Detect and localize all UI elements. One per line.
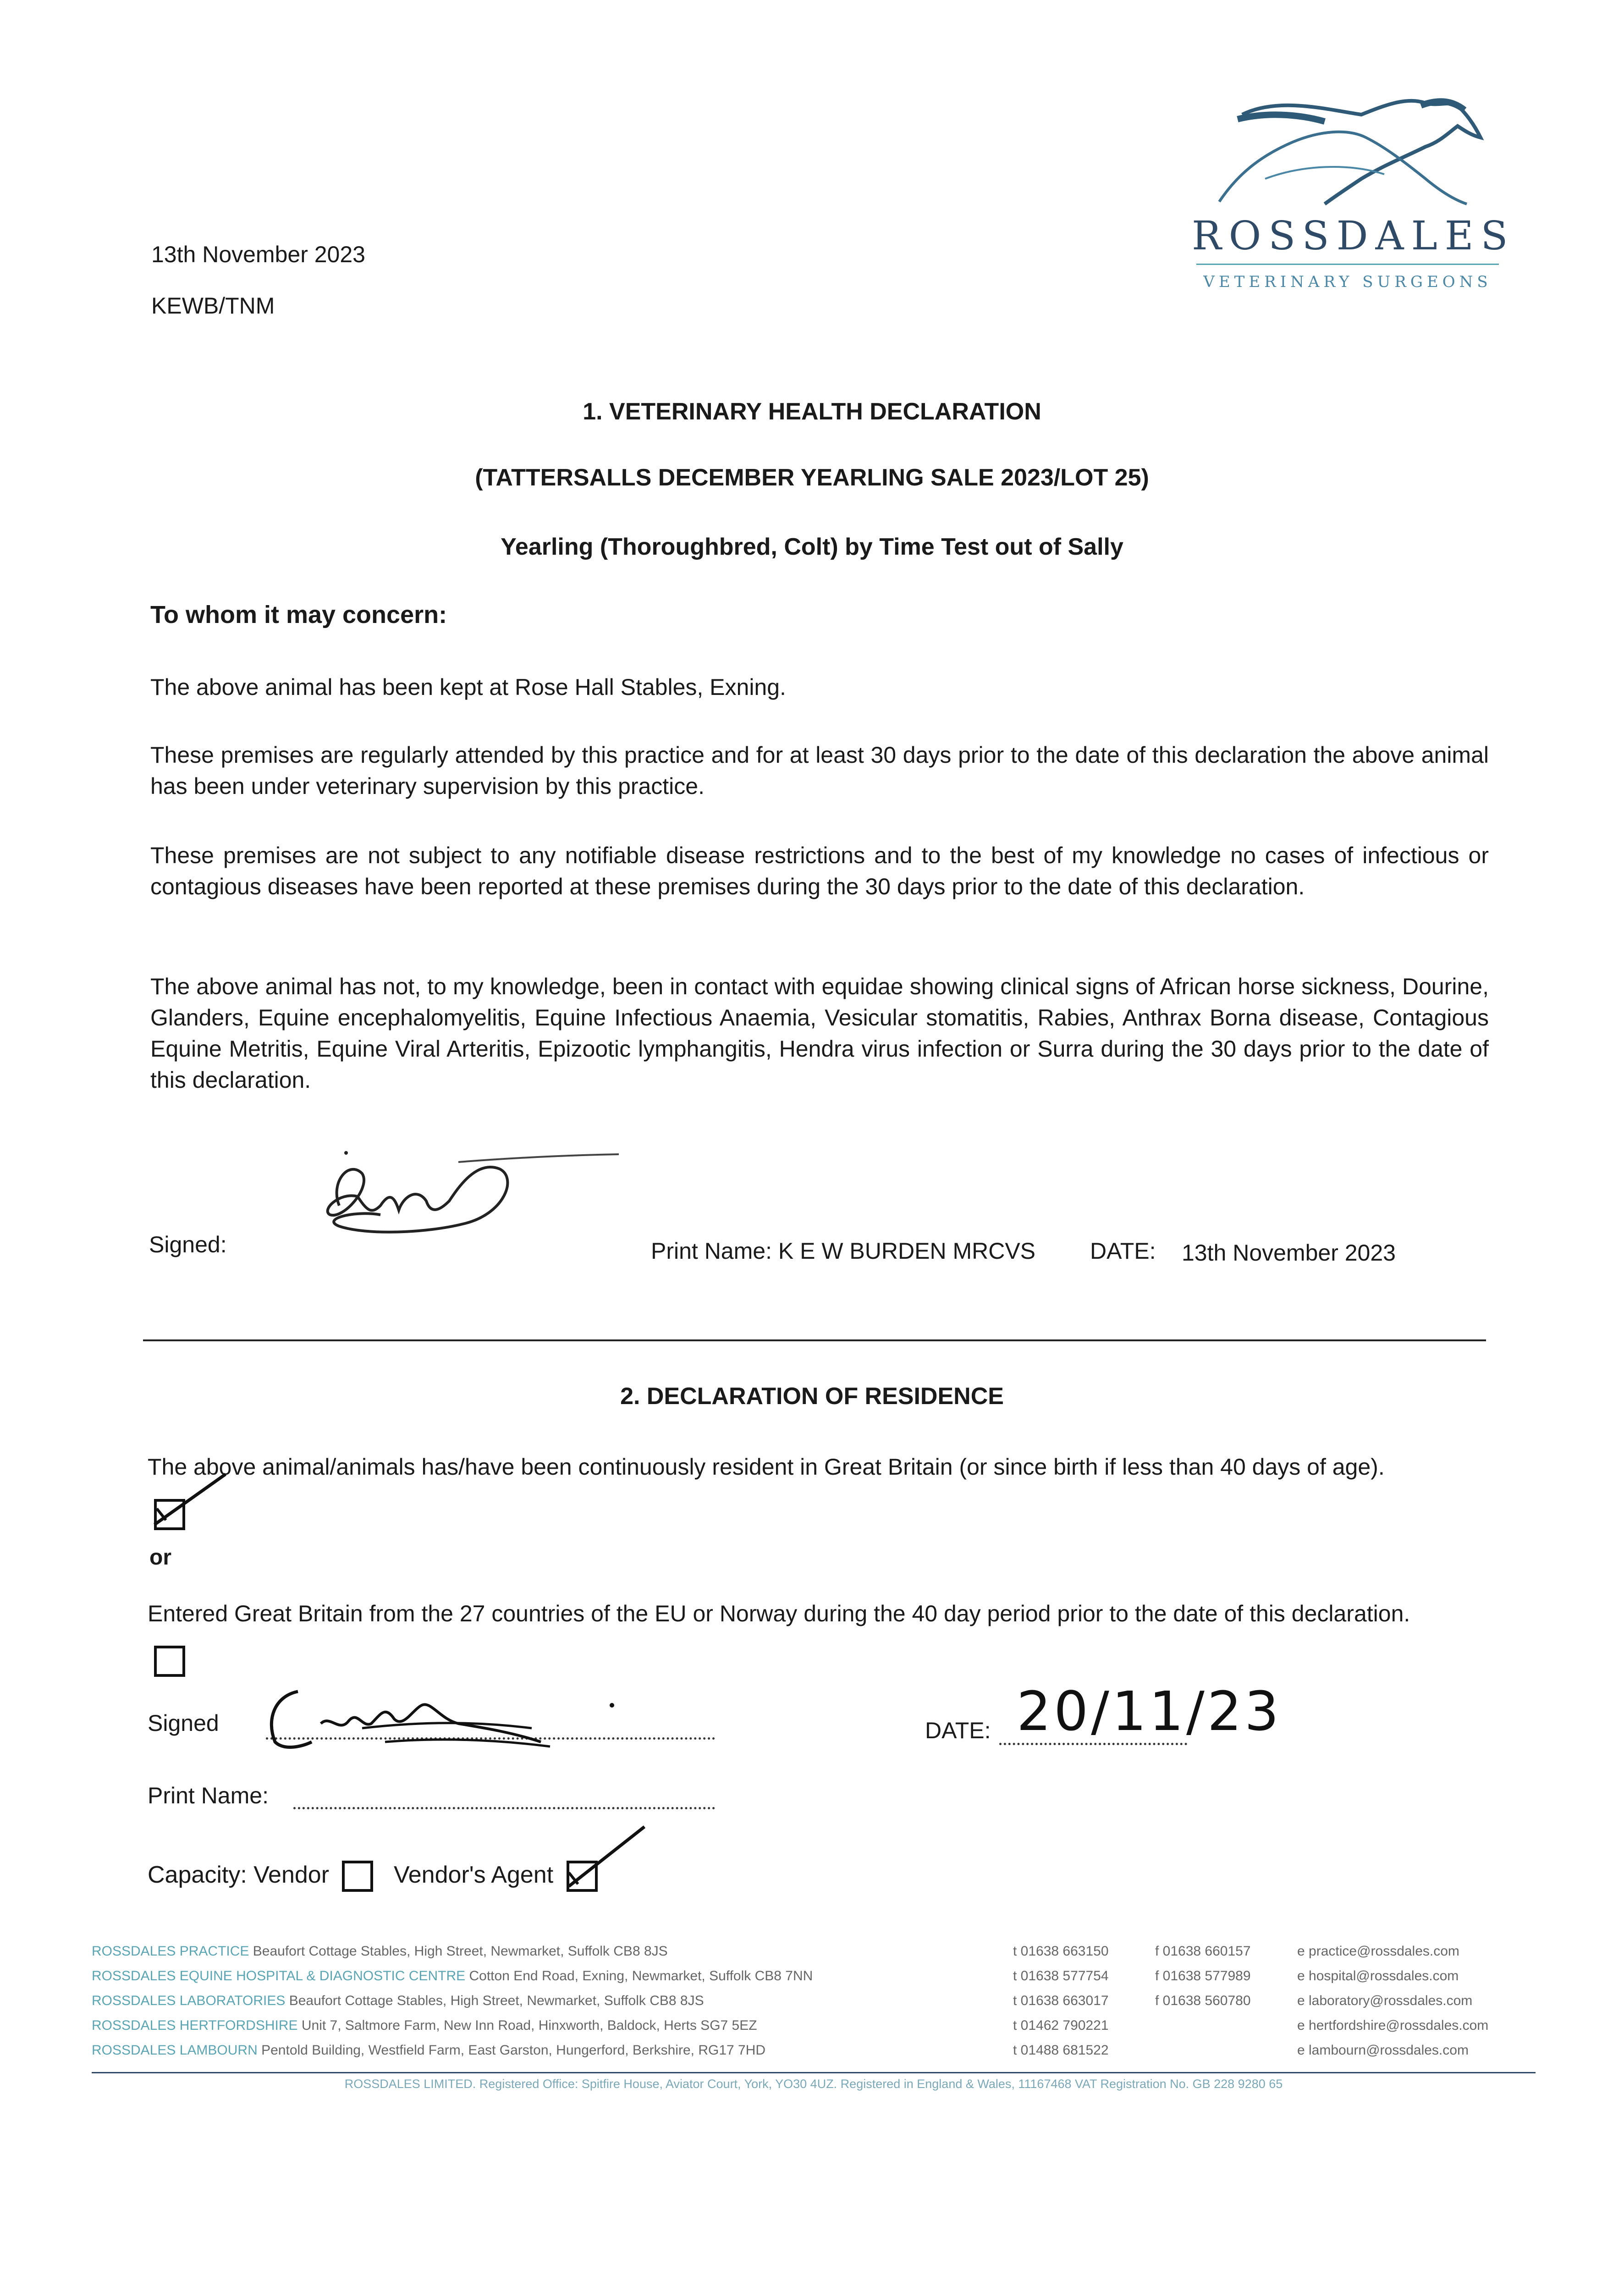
capacity-vendor-checkbox[interactable] [342, 1861, 373, 1892]
residence-option-1-checkbox[interactable] [154, 1499, 185, 1530]
section2-date-handwritten: 20/11/23 [1017, 1680, 1282, 1743]
footer-telephones: t 01638 663150 t 01638 577754 t 01638 663017 t 01462 790221 t 01488 681522 [1013, 1944, 1109, 2058]
residence-option-1 [148, 1444, 1422, 1536]
section1-title: 1. VETERINARY HEALTH DECLARATION [583, 398, 1041, 425]
date-value: 13th November 2023 [1182, 1240, 1396, 1266]
date-label: DATE: [1090, 1238, 1156, 1264]
animal-description: Yearling (Thoroughbred, Colt) by Time Test out of Sally [501, 534, 1123, 560]
footer-row-practice: ROSSDALES PRACTICE Beaufort Cottage Stables, High Street, Newmarket, Suffolk CB8 8JS [92, 1944, 668, 1959]
logo-divider [1196, 264, 1499, 265]
footer-registered-info: ROSSDALES LIMITED. Registered Office: Spitfire House, Aviator Court, York, YO30 4UZ. Registered in England & Wales, 11167468 VAT Registration No. GB 228 9280 65 [344, 2077, 1283, 2091]
residence-option-2-checkbox[interactable] [154, 1646, 185, 1677]
horse-logo-icon [1210, 87, 1485, 206]
capacity-vendors-agent-checkbox[interactable] [567, 1861, 598, 1892]
print-name: Print Name: K E W BURDEN MRCVS [651, 1238, 1036, 1264]
residence-option-2-text: Entered Great Britain from the 27 countries of the EU or Norway during the 40 day period prior to the date of this declaration. [148, 1601, 1410, 1626]
capacity-row [148, 1852, 598, 1898]
paragraph-restrictions: These premises are not subject to any notifiable disease restrictions and to the best of my knowledge no cases of infectious or contagious diseases have been reported at these premises during the 30 days prior to the date of this declaration. [150, 843, 1489, 899]
section2-signed-label: Signed [148, 1710, 219, 1736]
capacity-vendor-label: Capacity: Vendor [148, 1862, 330, 1888]
section1-subtitle: (TATTERSALLS DECEMBER YEARLING SALE 2023/LOT 25) [475, 464, 1149, 491]
logo-name: ROSSDALES [1192, 213, 1515, 259]
or-label: or [149, 1545, 171, 1570]
logo-tagline: VETERINARY SURGEONS [1203, 273, 1492, 291]
footer-row-lambourn: ROSSDALES LAMBOURN Pentold Building, Westfield Farm, East Garston, Hungerford, Berkshire, RG17 7HD [92, 2043, 766, 2058]
capacity-vendors-agent-label: Vendor's Agent [393, 1862, 554, 1888]
paragraph-premises: The above animal has been kept at Rose Hall Stables, Exning. [150, 674, 786, 700]
footer-faxes: f 01638 660157 f 01638 577989 f 01638 560780 [1155, 1944, 1251, 2008]
rossdales-logo [1192, 87, 1515, 307]
section2-date-label: DATE: [925, 1718, 991, 1743]
signed-label: Signed: [149, 1232, 227, 1257]
checkbox-tick-icon [152, 1474, 244, 1538]
footer-emails: e practice@rossdales.com e hospital@rossdales.com e laboratory@rossdales.com e hertfordshire@rossdales.com e lambourn@rossdales.com [1297, 1944, 1489, 2058]
paragraph-contact: The above animal has not, to my knowledge, been in contact with equidae showing clinical signs of African horse sickness, Dourine, Glanders, Equine encephalomyelitis, Equine Infectious Anaemia, Vesicular stomatitis, Rabies, Anthrax Borna disease, Contagious Equine Metritis, Equine Viral Arteritis, Epizootic lymphangitis, Hendra virus infection or Surra during the 30 days prior to the date of this declaration. [150, 974, 1489, 1093]
salutation: To whom it may concern: [150, 601, 447, 628]
residence-option-1-text: The above animal/animals has/have been continuously resident in Great Britain (or since birth if less than 40 days of age). [148, 1454, 1385, 1480]
footer-row-hospital: ROSSDALES EQUINE HOSPITAL & DIAGNOSTIC CENTRE Cotton End Road, Exning, Newmarket, Suffolk CB8 7NN [92, 1968, 813, 1983]
vet-signature-icon [312, 1141, 623, 1256]
footer-divider [92, 2072, 1536, 2073]
section-divider [143, 1339, 1486, 1341]
vendor-signature-icon [248, 1678, 614, 1756]
footer-row-laboratories: ROSSDALES LABORATORIES Beaufort Cottage Stables, High Street, Newmarket, Suffolk CB8 8JS [92, 1993, 704, 2008]
footer-row-hertfordshire: ROSSDALES HERTFORDSHIRE Unit 7, Saltmore Farm, New Inn Road, Hinxworth, Baldock, Herts SG7 5EZ [92, 2018, 757, 2033]
paragraph-supervision: These premises are regularly attended by this practice and for at least 30 days prior to the date of this declaration the above animal has been under veterinary supervision by this practice. [150, 742, 1489, 799]
section2-print-name-label: Print Name: [148, 1783, 269, 1808]
letter-reference: KEWB/TNM [151, 293, 275, 319]
residence-option-2 [148, 1591, 1422, 1682]
section2-print-name-line[interactable] [293, 1779, 715, 1809]
letter-date: 13th November 2023 [151, 242, 365, 267]
footer-addresses [92, 1939, 1018, 2063]
checkbox-tick-icon [567, 1827, 658, 1895]
section2-title: 2. DECLARATION OF RESIDENCE [620, 1383, 1004, 1410]
